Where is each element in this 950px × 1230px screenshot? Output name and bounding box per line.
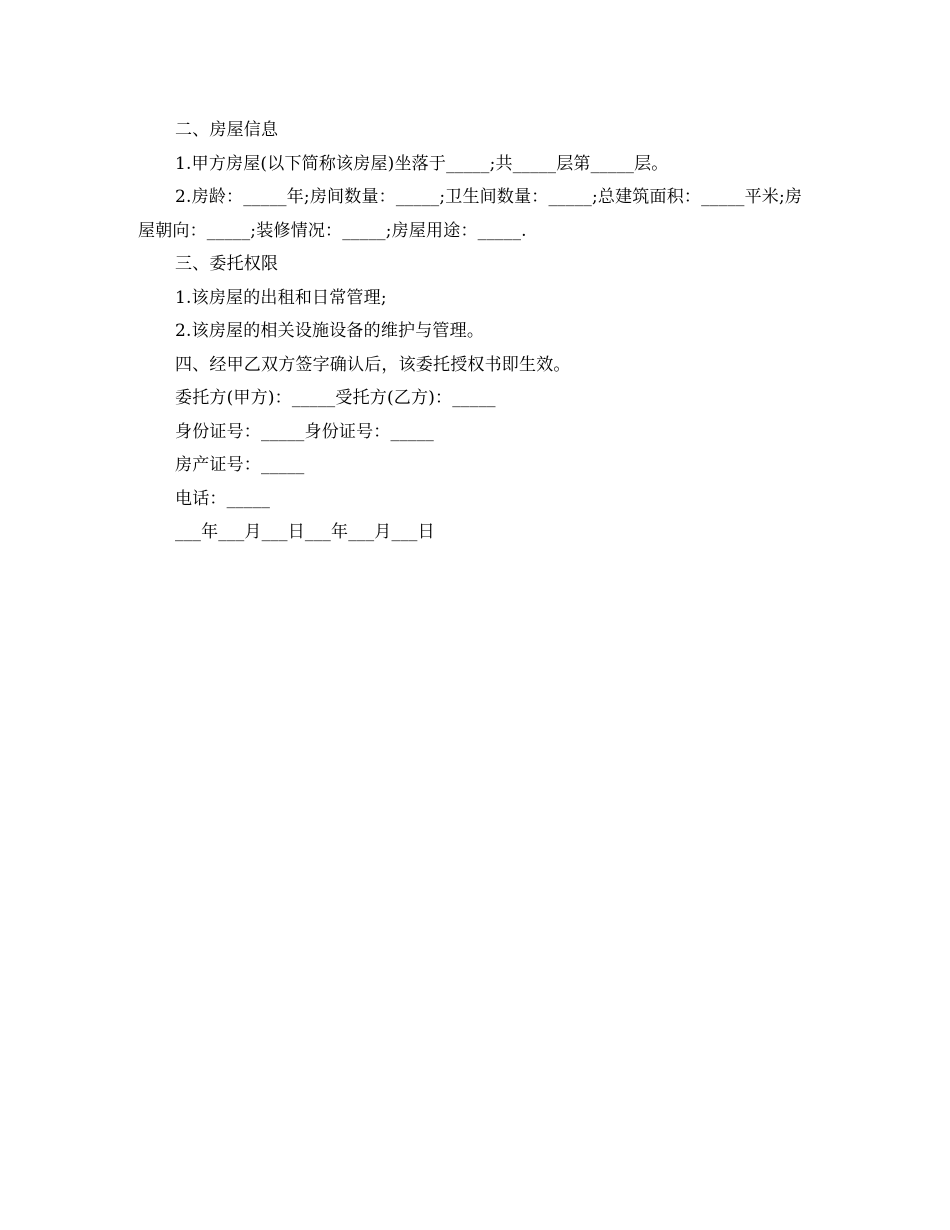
date-line: ___年___月___日___年___月___日 xyxy=(175,522,435,542)
id-number-line: 身份证号：_____身份证号：_____ xyxy=(175,421,434,442)
document-body xyxy=(138,114,818,550)
property-cert-line: 房产证号：_____ xyxy=(175,455,305,475)
section-heading-authority: 三、委托权限 xyxy=(175,254,279,274)
authority-item-rental: 1.该房屋的出租和日常管理; xyxy=(175,287,387,308)
section-heading-effect: 四、经甲乙双方签字确认后，该委托授权书即生效。 xyxy=(175,354,571,375)
authority-item-maintenance: 2.该房屋的相关设施设备的维护与管理。 xyxy=(175,321,485,341)
section-heading-house-info: 二、房屋信息 xyxy=(175,120,279,140)
signature-parties-line: 委托方(甲方)：_____受托方(乙方)：_____ xyxy=(175,388,496,408)
house-location-line: 1.甲方房屋(以下简称该房屋)坐落于_____;共_____层第_____层。 xyxy=(175,153,669,174)
house-details-line: 2.房龄：_____年;房间数量：_____;卫生间数量：_____;总建筑面积：_____平米;房屋朝向：_____;装修情况：_____;房屋用途：_____. xyxy=(138,187,803,241)
phone-line: 电话：_____ xyxy=(175,488,271,509)
